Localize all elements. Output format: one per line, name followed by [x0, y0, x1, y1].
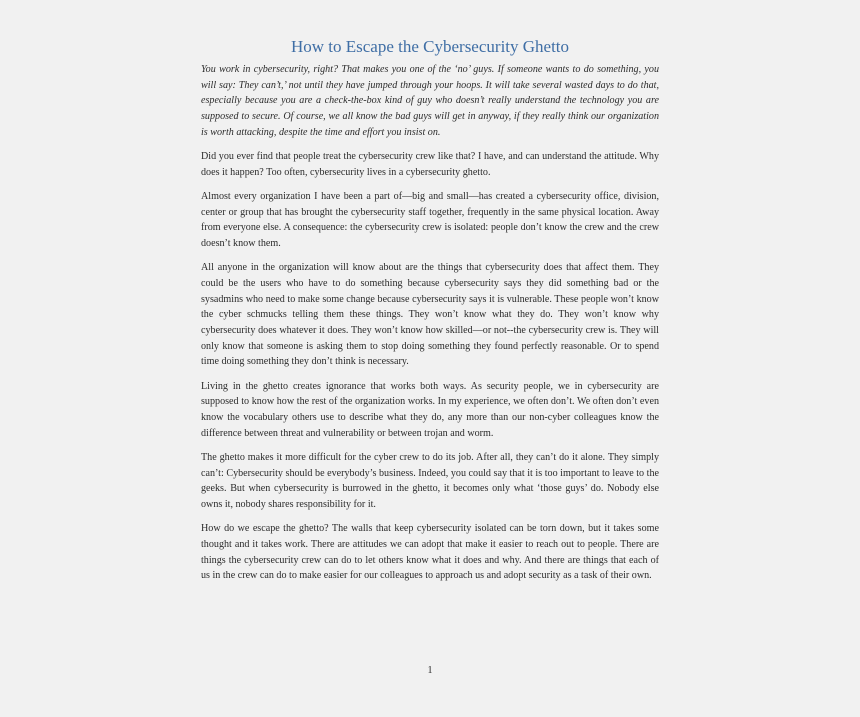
body-paragraph-4: Living in the ghetto creates ignorance that works both ways. As security people, we in cybersecurity are supposed to know how the rest of the organization works. In my experience, we often don’t. We often don’t even know the vocabulary others use to describe what they do, any more than our non-cyber colleagues know the difference between threat and vulnerability or between trojan and worm.: [201, 380, 659, 439]
body-paragraph-1: Did you ever find that people treat the cybersecurity crew like that? I have, and can understand the attitude. Why does it happen? Too often, cybersecurity lives in a cybersecurity ghetto.: [201, 151, 659, 178]
body-paragraph-6: How do we escape the ghetto? The walls that keep cybersecurity isolated can be torn down, but it takes some thought and it takes work. There are attitudes we can adopt that make it easier to reach out to people. There are things the cybersecurity crew can do to let others know what it does and why. And there are things that each of us in the crew can do to make easier for our colleagues to approach us and adopt security as a task of their own.: [201, 523, 659, 582]
intro-paragraph: You work in cybersecurity, right? That makes you one of the ‘no’ guys. If someone wants to do something, you will say: They can’t,’ not until they have jumped through your hoops. It will take several wasted days to do that, especially because you are a check-the-box kind of guy who doesn’t really understand the technology you are supposed to secure. Of course, we all know the bad guys will get in anyway, if they really think our organization is worth attacking, despite the time and effort you insist on.: [201, 64, 659, 138]
document-title: How to Escape the Cybersecurity Ghetto: [290, 37, 570, 56]
body-paragraph-2: Almost every organization I have been a part of—big and small—has created a cybersecurity office, division, center or group that has brought the cybersecurity staff together, frequently in the same physical location. Away from everyone else. A consequence: the cybersecurity crew is isolated: people don’t know the crew and the crew doesn’t know them.: [201, 190, 659, 250]
document-body: [201, 62, 659, 593]
body-paragraph-5: The ghetto makes it more difficult for the cyber crew to do its job. After all, they can’t do it alone. They simply can’t: Cybersecurity should be everybody’s business. Indeed, you could say that it is too important to leave to the geeks. But when cybersecurity is burrowed in the ghetto, it becomes only what ‘those guys’ do. Nobody else owns it, nobody shares responsibility for it.: [201, 451, 659, 511]
page-number: 1: [427, 665, 433, 676]
body-paragraph-3: All anyone in the organization will know about are the things that cybersecurity does that affect them. They could be the users who have to do something because cybersecurity says they did something bad or the sysadmins who need to make some change because cybersecurity says it is vulnerable. These people won’t know the cyber schmucks telling them these things. They won’t know what they do. They won’t know why cybersecurity does whatever it does. They won’t know how skilled—or not--the cybersecurity crew is. They will only know that someone is asking them to stop doing something they found perfectly reasonable. Or to spend time doing something they don’t think is necessary.: [201, 262, 659, 368]
